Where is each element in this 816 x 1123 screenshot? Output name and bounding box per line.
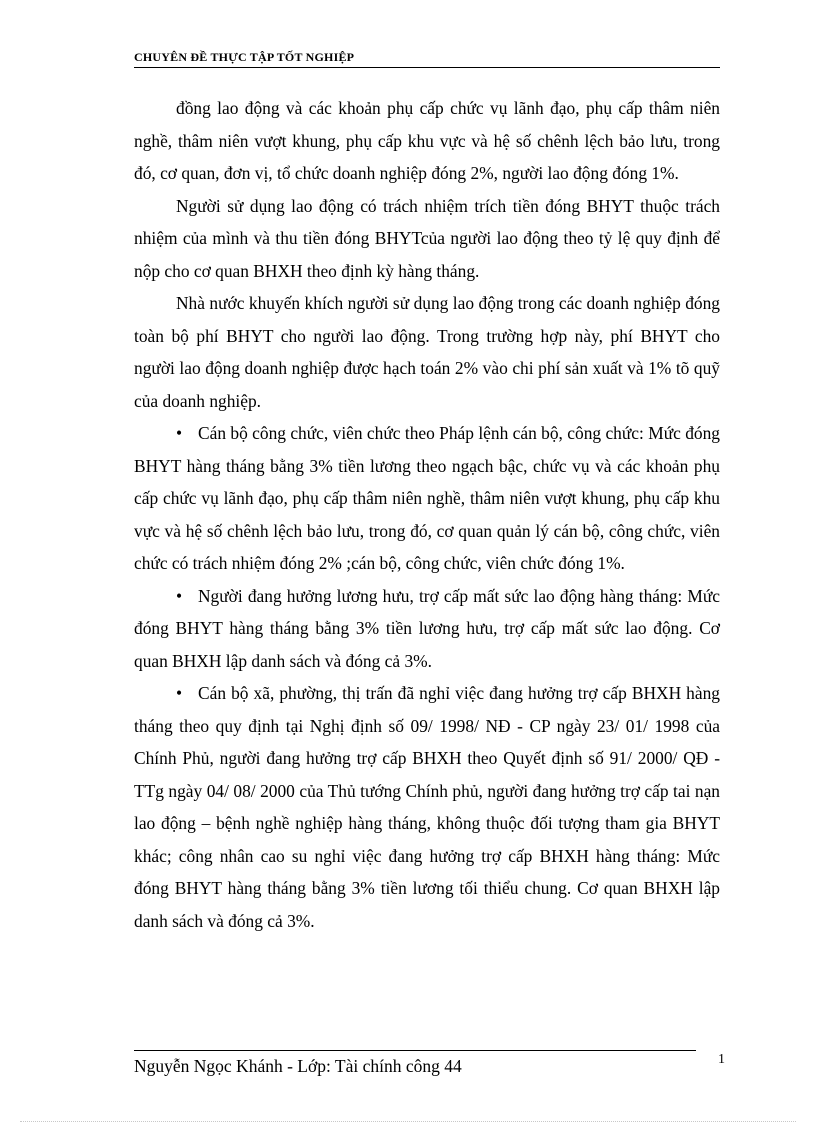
document-body [134,92,720,937]
bullet-item [134,417,720,580]
page-number: 1 [718,1052,725,1067]
page-header: CHUYÊN ĐỀ THỰC TẬP TỐT NGHIỆP [134,50,720,68]
bullet-icon: • [176,585,183,606]
bullet-icon: • [176,683,183,703]
bullet-text: Người đang hưởng lương hưu, trợ cấp mất sức lao động hàng tháng: Mức đóng BHYT hàng tháng bằng 3% tiền lương hưu, trợ cấp mất sức lao động. Cơ quan BHXH lập danh sách và đóng cả 3%. [134,585,720,671]
bullet-item [134,677,720,937]
footer-author: Nguyễn Ngọc Khánh - Lớp: Tài chính công 44 [134,1056,462,1076]
bullet-item [134,580,720,678]
bullet-text: Cán bộ công chức, viên chức theo Pháp lệnh cán bộ, công chức: Mức đóng BHYT hàng tháng bằng 3% tiền lương theo ngạch bậc, chức vụ và các khoản phụ cấp chức vụ lãnh đạo, phụ cấp thâm niên nghề, thâm niên vượt khung, phụ cấp khu vực và hệ số chênh lệch bảo lưu, trong đó, cơ quan quản lý cán bộ, công chức, viên chức có trách nhiệm đóng 2% ;cán bộ, công chức, viên chức đóng 1%. [134,423,720,573]
paragraph: Nhà nước khuyến khích người sử dụng lao động trong các doanh nghiệp đóng toàn bộ phí BHYT cho người lao động. Trong trường hợp này, phí BHYT cho người lao động doanh nghiệp được hạch toán 2% vào chi phí sản xuất và 1% tõ quỹ của doanh nghiệp. [134,293,720,411]
paragraph: Người sử dụng lao động có trách nhiệm trích tiền đóng BHYT thuộc trách nhiệm của mình và thu tiền đóng BHYTcủa người lao động theo tỷ lệ quy định để nộp cho cơ quan BHXH theo định kỳ hàng tháng. [134,195,720,281]
footer-divider [134,1050,696,1051]
paragraph: đồng lao động và các khoản phụ cấp chức vụ lãnh đạo, phụ cấp thâm niên nghề, thâm niên vượt khung, phụ cấp khu vực và hệ số chênh lệch bảo lưu, trong đó, cơ quan, đơn vị, tổ chức doanh nghiệp đóng 2%, người lao động đóng 1%. [134,98,720,183]
bullet-icon: • [176,423,183,443]
bullet-text: Cán bộ xã, phường, thị trấn đã nghỉ việc đang hưởng trợ cấp BHXH hàng tháng theo quy định tại Nghị định số 09/ 1998/ NĐ - CP ngày 23/ 01/ 1998 của Chính Phủ, người đang hưởng trợ cấp BHXH theo Quyết định số 91/ 2000/ QĐ - TTg ngày 04/ 08/ 2000 của Thủ tướng Chính phủ, người đang hưởng trợ cấp tai nạn lao động – bệnh nghề nghiệp hàng tháng, không thuộc đối tượng tham gia BHYT khác; công nhân cao su nghỉ việc đang hưởng trợ cấp BHXH hàng tháng: Mức đóng BHYT hàng tháng bằng 3% tiền lương tối thiểu chung. Cơ quan BHXH lập danh sách và đóng cả 3%. [134,683,720,931]
page-boundary [20,1121,796,1122]
